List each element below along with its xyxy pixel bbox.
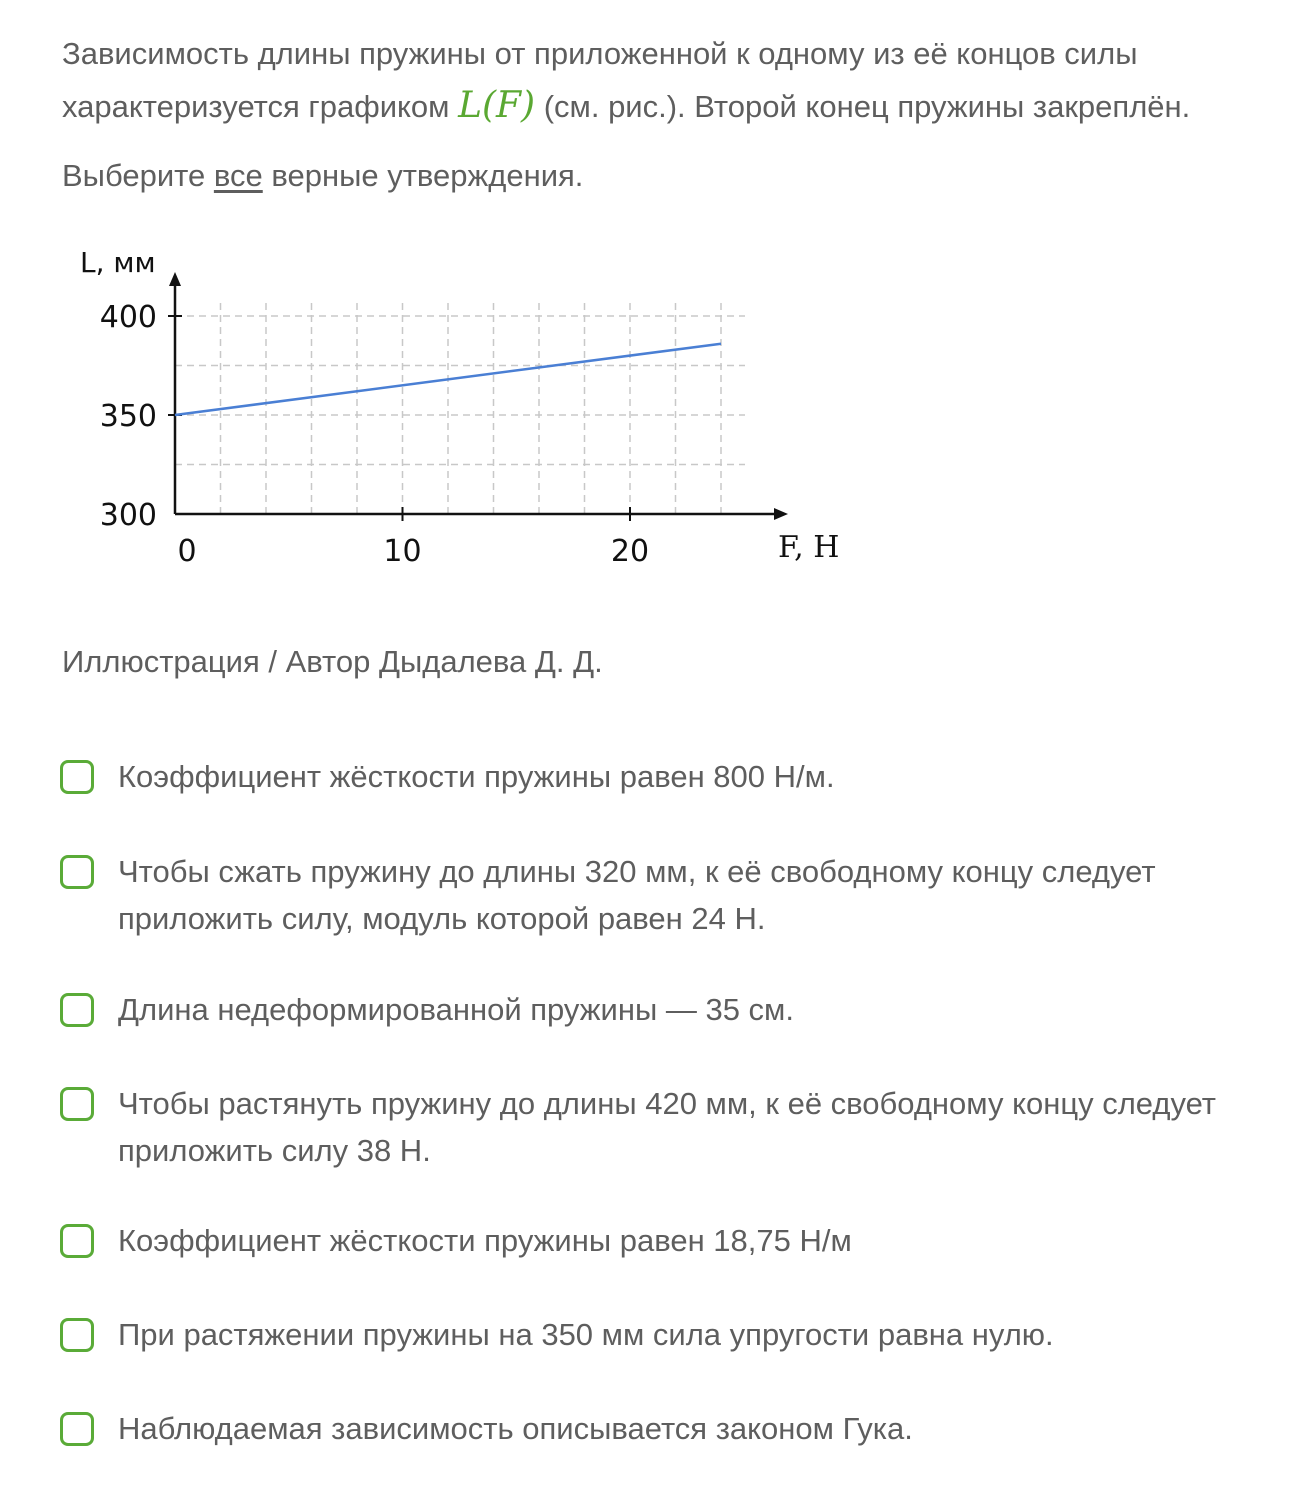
checkbox-2[interactable] bbox=[60, 855, 94, 889]
option-7-label: Наблюдаемая зависимость описывается законом Гука. bbox=[118, 1411, 913, 1446]
option-1[interactable] bbox=[60, 755, 1260, 800]
instruction-before: Выберите bbox=[62, 158, 214, 193]
question-text bbox=[62, 28, 1252, 133]
y-axis-arrow bbox=[169, 272, 181, 286]
option-2-label: Чтобы сжать пружину до длины 320 мм, к её свободному концу следует приложить силу, модуль которой равен 24 Н. bbox=[118, 854, 1156, 936]
option-7[interactable] bbox=[60, 1407, 1260, 1452]
x-axis-title: F, Н bbox=[778, 530, 840, 565]
option-6-label: При растяжении пружины на 350 мм сила упругости равна нулю. bbox=[118, 1317, 1054, 1352]
y-axis-title: L, мм bbox=[80, 246, 156, 279]
chart bbox=[60, 230, 860, 600]
checkbox-5[interactable] bbox=[60, 1224, 94, 1258]
x-tick-label: 0 bbox=[177, 534, 197, 569]
formula-lf: L(F) bbox=[458, 85, 536, 126]
option-1-label: Коэффициент жёсткости пружины равен 800 Н/м. bbox=[118, 759, 835, 794]
chart-grid bbox=[175, 302, 745, 514]
option-3-label: Длина недеформированной пружины — 35 см. bbox=[118, 992, 794, 1027]
question-text-part2: (см. рис.). Второй конец пружины закреплён. bbox=[535, 89, 1191, 124]
checkbox-4[interactable] bbox=[60, 1087, 94, 1121]
instruction bbox=[62, 152, 583, 200]
y-tick-label: 350 bbox=[99, 399, 157, 434]
checkbox-7[interactable] bbox=[60, 1412, 94, 1446]
instruction-underlined: все bbox=[213, 158, 263, 193]
chart-svg bbox=[60, 230, 860, 600]
option-2[interactable] bbox=[60, 850, 1260, 942]
x-tick-label: 10 bbox=[383, 534, 422, 569]
question-text-part1: Зависимость длины пружины от приложенной к одному из её концов силы характеризуется графиком bbox=[62, 36, 1138, 124]
option-6[interactable] bbox=[60, 1313, 1260, 1358]
option-3[interactable] bbox=[60, 988, 1260, 1033]
option-4[interactable] bbox=[60, 1082, 1260, 1174]
checkbox-3[interactable] bbox=[60, 993, 94, 1027]
x-tick-label: 20 bbox=[610, 534, 650, 569]
option-5[interactable] bbox=[60, 1219, 1260, 1264]
y-tick-label: 400 bbox=[99, 300, 157, 335]
chart-ticks bbox=[100, 300, 649, 569]
option-4-label: Чтобы растянуть пружину до длины 420 мм, к её свободному концу следует приложить силу 38 Н. bbox=[118, 1086, 1217, 1168]
illustration-caption: Иллюстрация / Автор Дыдалева Д. Д. bbox=[62, 644, 603, 679]
checkbox-1[interactable] bbox=[60, 760, 94, 794]
checkbox-6[interactable] bbox=[60, 1318, 94, 1352]
y-tick-label: 300 bbox=[99, 498, 157, 533]
x-axis-arrow bbox=[774, 508, 788, 520]
option-5-label: Коэффициент жёсткости пружины равен 18,75 Н/м bbox=[118, 1223, 852, 1258]
instruction-after: верные утверждения. bbox=[262, 158, 584, 193]
chart-axes bbox=[169, 272, 788, 520]
